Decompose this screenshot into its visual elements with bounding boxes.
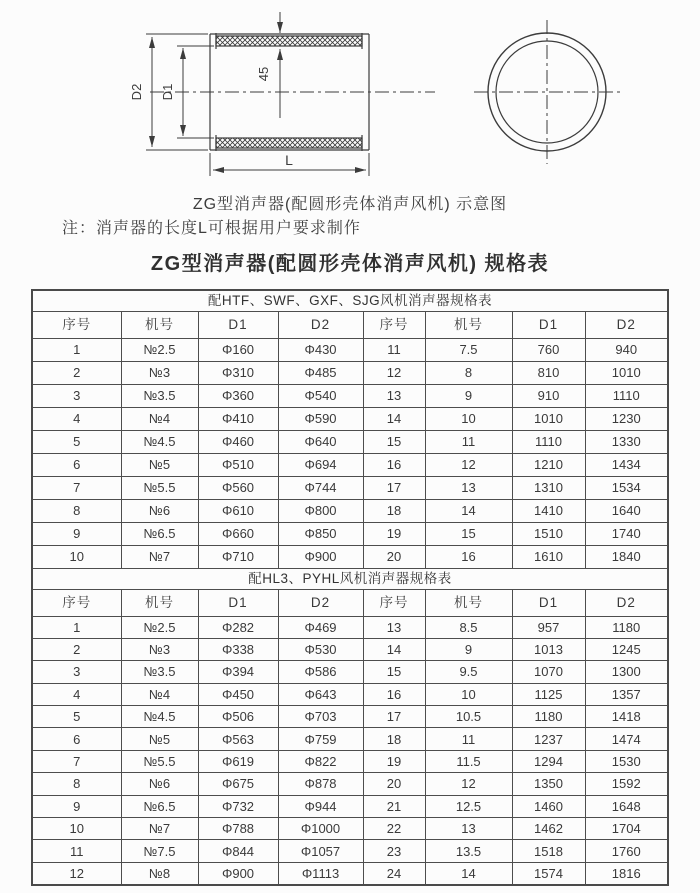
table-cell: Φ660 [198, 522, 278, 545]
table-cell: Φ510 [198, 453, 278, 476]
column-header: D2 [278, 311, 363, 338]
table-cell: 16 [425, 545, 512, 568]
table-cell: Φ282 [198, 616, 278, 638]
table-cell: 12.5 [425, 795, 512, 817]
table-row [32, 522, 668, 545]
table-cell: 6 [32, 453, 121, 476]
table-cell: Φ338 [198, 638, 278, 660]
table-cell: 6 [32, 728, 121, 750]
table-cell: 1110 [512, 430, 585, 453]
table-cell: 1 [32, 338, 121, 361]
table-header-row [32, 311, 668, 338]
table-cell: №4 [121, 683, 198, 705]
lining-band-top [216, 36, 362, 46]
table-cell: 1110 [585, 384, 668, 407]
table-cell: 24 [363, 862, 425, 884]
table-cell: 13 [363, 384, 425, 407]
table-cell: 12 [425, 773, 512, 795]
table-cell: 12 [32, 862, 121, 884]
table-cell: 11 [425, 430, 512, 453]
table-cell: 23 [363, 840, 425, 862]
table-row [32, 840, 668, 862]
table-cell: 20 [363, 773, 425, 795]
table-cell: Φ1113 [278, 862, 363, 884]
table-cell: 1013 [512, 638, 585, 660]
lining-band-bottom [216, 138, 362, 148]
table-row [32, 795, 668, 817]
table-cell: №3.5 [121, 661, 198, 683]
table-row [32, 862, 668, 884]
table-cell: №8 [121, 862, 198, 884]
table-cell: 910 [512, 384, 585, 407]
table-cell: 8 [32, 773, 121, 795]
table-cell: 4 [32, 407, 121, 430]
table-cell: Φ469 [278, 616, 363, 638]
table-cell: 940 [585, 338, 668, 361]
column-header: 机号 [425, 589, 512, 616]
table-cell: №6 [121, 499, 198, 522]
column-header: D2 [278, 589, 363, 616]
table-cell: 760 [512, 338, 585, 361]
table-cell: №6.5 [121, 522, 198, 545]
table-row [32, 384, 668, 407]
table-cell: Φ450 [198, 683, 278, 705]
table-cell: Φ530 [278, 638, 363, 660]
table-cell: 17 [363, 706, 425, 728]
table-cell: Φ944 [278, 795, 363, 817]
table-cell: 3 [32, 384, 121, 407]
table-cell: 18 [363, 499, 425, 522]
table-cell: 1418 [585, 706, 668, 728]
table-cell: 1180 [585, 616, 668, 638]
table-cell: Φ850 [278, 522, 363, 545]
table-cell: №6.5 [121, 795, 198, 817]
table-cell: 13 [425, 476, 512, 499]
column-header: D1 [198, 589, 278, 616]
table-cell: 8 [425, 361, 512, 384]
table-cell: №5 [121, 728, 198, 750]
table-cell: 8.5 [425, 616, 512, 638]
column-header: D1 [198, 311, 278, 338]
table-row [32, 818, 668, 840]
table-cell: 1592 [585, 773, 668, 795]
table-cell: Φ1000 [278, 818, 363, 840]
table-cell: 1180 [512, 706, 585, 728]
page-title: ZG型消声器(配圆形壳体消声风机) 规格表 [150, 253, 550, 275]
table-cell: 14 [425, 499, 512, 522]
column-header: D1 [512, 589, 585, 616]
table-cell: 1610 [512, 545, 585, 568]
table-cell: Φ788 [198, 818, 278, 840]
table-cell: 1704 [585, 818, 668, 840]
table-cell: 1245 [585, 638, 668, 660]
table-cell: 21 [363, 795, 425, 817]
table-cell: 1070 [512, 661, 585, 683]
table-cell: №7.5 [121, 840, 198, 862]
table-cell: 14 [425, 862, 512, 884]
table-cell: 11 [425, 728, 512, 750]
dim-label-thickness: 45 [256, 66, 271, 82]
table-row [32, 407, 668, 430]
table-row [32, 361, 668, 384]
table-cell: Φ430 [278, 338, 363, 361]
table-cell: 1357 [585, 683, 668, 705]
column-header: 序号 [32, 589, 121, 616]
table-cell: 9 [32, 522, 121, 545]
table-cell: 10 [425, 683, 512, 705]
table-cell: 3 [32, 661, 121, 683]
table-row [32, 661, 668, 683]
dim-label-length: L [285, 152, 293, 168]
table-cell: 1350 [512, 773, 585, 795]
table-cell: 1534 [585, 476, 668, 499]
table-row [32, 750, 668, 772]
table-row [32, 638, 668, 660]
table-cell: 12 [363, 361, 425, 384]
table-cell: Φ759 [278, 728, 363, 750]
table-cell: 11 [363, 338, 425, 361]
table-cell: Φ643 [278, 683, 363, 705]
table-cell: Φ360 [198, 384, 278, 407]
table-cell: 16 [363, 453, 425, 476]
table-caption-row [32, 568, 668, 589]
table-cell: №2.5 [121, 338, 198, 361]
table-cell: 19 [363, 750, 425, 772]
table-cell: 1210 [512, 453, 585, 476]
table-cell: 1410 [512, 499, 585, 522]
table-header-row [32, 589, 668, 616]
table-cell: 9 [32, 795, 121, 817]
table-cell: №3 [121, 638, 198, 660]
table-cell: 9.5 [425, 661, 512, 683]
table-cell: 1462 [512, 818, 585, 840]
table-cell: 1740 [585, 522, 668, 545]
table-cell: 19 [363, 522, 425, 545]
table-cell: Φ844 [198, 840, 278, 862]
table-cell: 1310 [512, 476, 585, 499]
table-cell: Φ560 [198, 476, 278, 499]
column-header: 机号 [121, 589, 198, 616]
table-cell: Φ160 [198, 338, 278, 361]
diagram-caption: ZG型消声器(配圆形壳体消声风机) 示意图 [192, 196, 508, 213]
table-cell: №6 [121, 773, 198, 795]
table-cell: 1434 [585, 453, 668, 476]
column-header: 机号 [121, 311, 198, 338]
table-cell: Φ900 [198, 862, 278, 884]
table-cell: 13.5 [425, 840, 512, 862]
table-cell: Φ410 [198, 407, 278, 430]
table-row [32, 476, 668, 499]
table-cell: 14 [363, 407, 425, 430]
table-cell: 15 [363, 661, 425, 683]
table-cell: Φ800 [278, 499, 363, 522]
table-cell: Φ703 [278, 706, 363, 728]
table-cell: Φ675 [198, 773, 278, 795]
table-cell: 22 [363, 818, 425, 840]
table-row [32, 683, 668, 705]
column-header: D2 [585, 589, 668, 616]
table-cell: 1510 [512, 522, 585, 545]
table-cell: 13 [425, 818, 512, 840]
table-cell: Φ540 [278, 384, 363, 407]
table-cell: 10 [32, 545, 121, 568]
table-row [32, 773, 668, 795]
table-cell: 1760 [585, 840, 668, 862]
table-cell: Φ610 [198, 499, 278, 522]
table-cell: 11.5 [425, 750, 512, 772]
table-cell: 10.5 [425, 706, 512, 728]
table-cell: 5 [32, 706, 121, 728]
table-cell: Φ485 [278, 361, 363, 384]
table-cell: 20 [363, 545, 425, 568]
table-cell: 1574 [512, 862, 585, 884]
table-cell: 1237 [512, 728, 585, 750]
table-cell: 7 [32, 750, 121, 772]
column-header: D2 [585, 311, 668, 338]
table-cell: 10 [425, 407, 512, 430]
table-cell: 810 [512, 361, 585, 384]
table-cell: Φ710 [198, 545, 278, 568]
table-cell: 9 [425, 638, 512, 660]
table-cell: 7 [32, 476, 121, 499]
table-cell: №5.5 [121, 476, 198, 499]
table-cell: 1530 [585, 750, 668, 772]
table-cell: 11 [32, 840, 121, 862]
table-cell: Φ460 [198, 430, 278, 453]
table-cell: 1300 [585, 661, 668, 683]
table-row [32, 430, 668, 453]
table-cell: 13 [363, 616, 425, 638]
table-row [32, 728, 668, 750]
table-cell: 17 [363, 476, 425, 499]
table-cell: 1230 [585, 407, 668, 430]
table-cell: Φ640 [278, 430, 363, 453]
table-cell: №4.5 [121, 706, 198, 728]
column-header: 序号 [363, 589, 425, 616]
table-cell: Φ394 [198, 661, 278, 683]
table-cell: №5 [121, 453, 198, 476]
table-cell: 1010 [512, 407, 585, 430]
table-cell: 1 [32, 616, 121, 638]
table-cell: №3 [121, 361, 198, 384]
table-cell: 7.5 [425, 338, 512, 361]
table-cell: 8 [32, 499, 121, 522]
table-cell: 15 [363, 430, 425, 453]
table-cell: 2 [32, 361, 121, 384]
table-cell: Φ900 [278, 545, 363, 568]
table-row [32, 338, 668, 361]
table-caption-row [32, 290, 668, 311]
column-header: 序号 [363, 311, 425, 338]
table-cell: №7 [121, 545, 198, 568]
table-cell: 10 [32, 818, 121, 840]
table-cell: 4 [32, 683, 121, 705]
table-cell: №5.5 [121, 750, 198, 772]
table-cell: Φ563 [198, 728, 278, 750]
table-cell: 1330 [585, 430, 668, 453]
dim-label-d2: D2 [129, 83, 144, 101]
end-view [474, 20, 620, 164]
table-cell: 1640 [585, 499, 668, 522]
column-header: 序号 [32, 311, 121, 338]
table-cell: Φ619 [198, 750, 278, 772]
table-cell: 957 [512, 616, 585, 638]
table-cell: 16 [363, 683, 425, 705]
table-caption: 配HTF、SWF、GXF、SJG风机消声器规格表 [32, 290, 668, 311]
table-row [32, 453, 668, 476]
table-caption: 配HL3、PYHL风机消声器规格表 [32, 568, 668, 589]
table-cell: Φ590 [278, 407, 363, 430]
table-cell: 14 [363, 638, 425, 660]
table-cell: №4.5 [121, 430, 198, 453]
table-cell: 1648 [585, 795, 668, 817]
table-row [32, 499, 668, 522]
table-cell: 1518 [512, 840, 585, 862]
column-header: D1 [512, 311, 585, 338]
side-view [150, 33, 435, 151]
table-cell: 15 [425, 522, 512, 545]
table-cell: 1816 [585, 862, 668, 884]
table-cell: Φ310 [198, 361, 278, 384]
table-cell: Φ586 [278, 661, 363, 683]
table-row [32, 545, 668, 568]
table-row [32, 616, 668, 638]
silencer-diagram [0, 0, 700, 190]
table-cell: 12 [425, 453, 512, 476]
column-header: 机号 [425, 311, 512, 338]
table-cell: Φ506 [198, 706, 278, 728]
table-cell: №4 [121, 407, 198, 430]
table-cell: 1460 [512, 795, 585, 817]
table-cell: Φ694 [278, 453, 363, 476]
table-cell: №7 [121, 818, 198, 840]
table-cell: 1474 [585, 728, 668, 750]
table-cell: Φ822 [278, 750, 363, 772]
table-cell: №3.5 [121, 384, 198, 407]
table-cell: 1294 [512, 750, 585, 772]
table-cell: 1125 [512, 683, 585, 705]
table-row [32, 706, 668, 728]
table-cell: Φ878 [278, 773, 363, 795]
table-cell: Φ732 [198, 795, 278, 817]
table-cell: Φ744 [278, 476, 363, 499]
dim-label-d1: D1 [160, 83, 175, 101]
table-cell: 2 [32, 638, 121, 660]
table-cell: 1010 [585, 361, 668, 384]
table-cell: №2.5 [121, 616, 198, 638]
table-cell: Φ1057 [278, 840, 363, 862]
table-cell: 1840 [585, 545, 668, 568]
spec-table [31, 289, 669, 886]
table-cell: 5 [32, 430, 121, 453]
table-cell: 9 [425, 384, 512, 407]
table-cell: 18 [363, 728, 425, 750]
note-line: 注：消声器的长度L可根据用户要求制作 [62, 220, 361, 237]
